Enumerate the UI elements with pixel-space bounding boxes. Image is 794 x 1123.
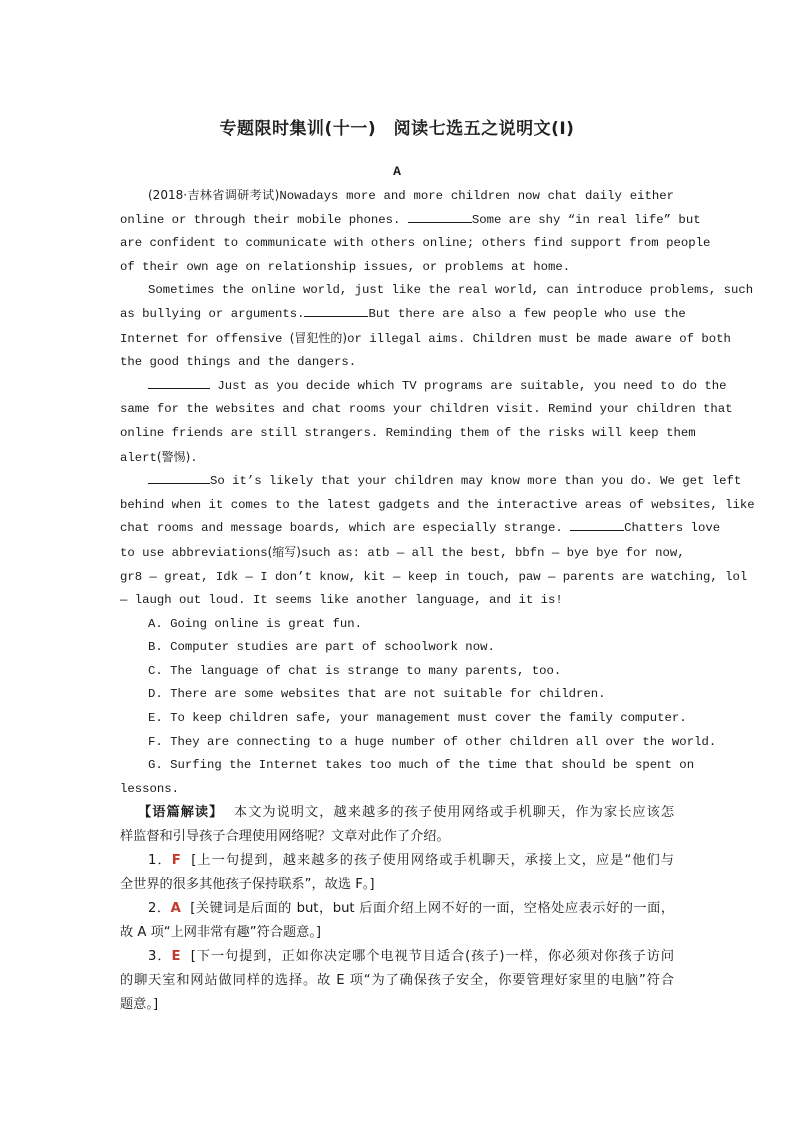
answer-letter: E bbox=[171, 949, 181, 965]
answer-line: 2．A [关键词是后面的 but，but 后面介绍上网不好的一面，空格处应表示好的一面， bbox=[148, 901, 675, 917]
blank-4 bbox=[148, 483, 210, 484]
option-item: C. The language of chat is strange to many parents, too. bbox=[148, 663, 562, 678]
option-item-continued: lessons. bbox=[120, 781, 180, 796]
passage-body bbox=[120, 184, 755, 1017]
source-note: (2018·吉林省调研考试) bbox=[148, 188, 280, 202]
answer-letter: F bbox=[171, 853, 181, 869]
passage-line: online friends are still strangers. Reminding them of the risks will keep them bbox=[120, 425, 696, 440]
passage-line: Internet for offensive (冒犯性的)or illegal aims. Children must be made aware of both bbox=[120, 330, 731, 346]
answer-line: 3．E [下一句提到，正如你决定哪个电视节目适合(孩子)一样，你必须对你孩子访问 bbox=[148, 949, 675, 965]
passage-line: So it’s likely that your children may know more than you do. We get left bbox=[120, 470, 674, 494]
passage-line: the good things and the dangers. bbox=[120, 355, 357, 370]
passage-line: same for the websites and chat rooms your children visit. Remind your children that bbox=[120, 402, 733, 417]
blank-5 bbox=[570, 530, 624, 531]
answer-line: 全世界的很多其他孩子保持联系”，故选 F。] bbox=[120, 877, 375, 893]
answer-line: 的聊天室和网站做同样的选择。故 E 项“为了确保孩子安全，你要管理好家里的电脑”符合 bbox=[120, 973, 674, 989]
answer-letter: A bbox=[170, 901, 181, 917]
passage-line: to use abbreviations(缩写)such as: atb — all the best, bbfn — bye bye for now, bbox=[120, 544, 685, 560]
passage-line: Just as you decide which TV programs are suitable, you need to do the bbox=[120, 375, 674, 399]
answer-number: 3． bbox=[148, 949, 172, 965]
passage-line: as bullying or arguments. But there are also a few people who use the bbox=[120, 306, 686, 321]
gloss: (警惕) bbox=[156, 449, 191, 464]
answer-line: 题意。] bbox=[120, 997, 159, 1013]
option-item: F. They are connecting to a huge number of other children all over the world. bbox=[148, 734, 717, 749]
option-item: D. There are some websites that are not suitable for children. bbox=[148, 687, 606, 702]
passage-line: online or through their mobile phones. Some are shy “in real life” but bbox=[120, 212, 701, 227]
analysis-tag: 【语篇解读】 bbox=[138, 805, 224, 821]
option-item: A. Going online is great fun. bbox=[148, 616, 363, 631]
analysis-line: 样监督和引导孩子合理使用网络呢？文章对此作了介绍。 bbox=[120, 829, 450, 845]
passage-line: Sometimes the online world, just like the real world, can introduce problems, such bbox=[148, 283, 754, 298]
passage-line: of their own age on relationship issues, or problems at home. bbox=[120, 259, 571, 274]
section-label: A bbox=[393, 164, 401, 179]
option-item: G. Surfing the Internet takes too much of the time that should be spent on bbox=[148, 758, 695, 773]
passage-line: chat rooms and message boards, which are especially strange. Chatters love bbox=[120, 521, 721, 536]
blank-2 bbox=[304, 316, 368, 317]
passage-line: are confident to communicate with others online; others find support from people bbox=[120, 236, 711, 251]
option-item: B. Computer studies are part of schoolwork now. bbox=[148, 640, 495, 655]
passage-line: gr8 — great, Idk — I don’t know, kit — keep in touch, paw — parents are watching, lol bbox=[120, 569, 748, 584]
option-item: E. To keep children safe, your management must cover the family computer. bbox=[148, 711, 687, 726]
passage-line: behind when it comes to the latest gadgets and the interactive areas of websites, like bbox=[120, 497, 755, 512]
passage-line: alert(警惕). bbox=[120, 449, 198, 465]
passage-line: (2018·吉林省调研考试)Nowadays more and more children now chat daily either bbox=[148, 188, 675, 203]
answer-number: 2． bbox=[148, 901, 171, 917]
passage-line: — laugh out loud. It seems like another language, and it is! bbox=[120, 593, 563, 608]
answer-number: 1． bbox=[148, 853, 172, 869]
gloss: (缩写) bbox=[267, 544, 301, 559]
gloss: (冒犯性的) bbox=[289, 330, 348, 345]
analysis-line: 【语篇解读】 本文为说明文，越来越多的孩子使用网络或手机聊天，作为家长应该怎 bbox=[138, 805, 675, 821]
page-title: 专题限时集训(十一) 阅读七选五之说明文(Ⅰ) bbox=[219, 119, 575, 139]
blank-3 bbox=[148, 388, 210, 389]
answer-line: 1．F [上一句提到，越来越多的孩子使用网络或手机聊天，承接上文，应是“他们与 bbox=[148, 853, 674, 869]
blank-1 bbox=[408, 222, 472, 223]
answer-line: 故 A 项“上网非常有趣”符合题意。] bbox=[120, 925, 322, 941]
